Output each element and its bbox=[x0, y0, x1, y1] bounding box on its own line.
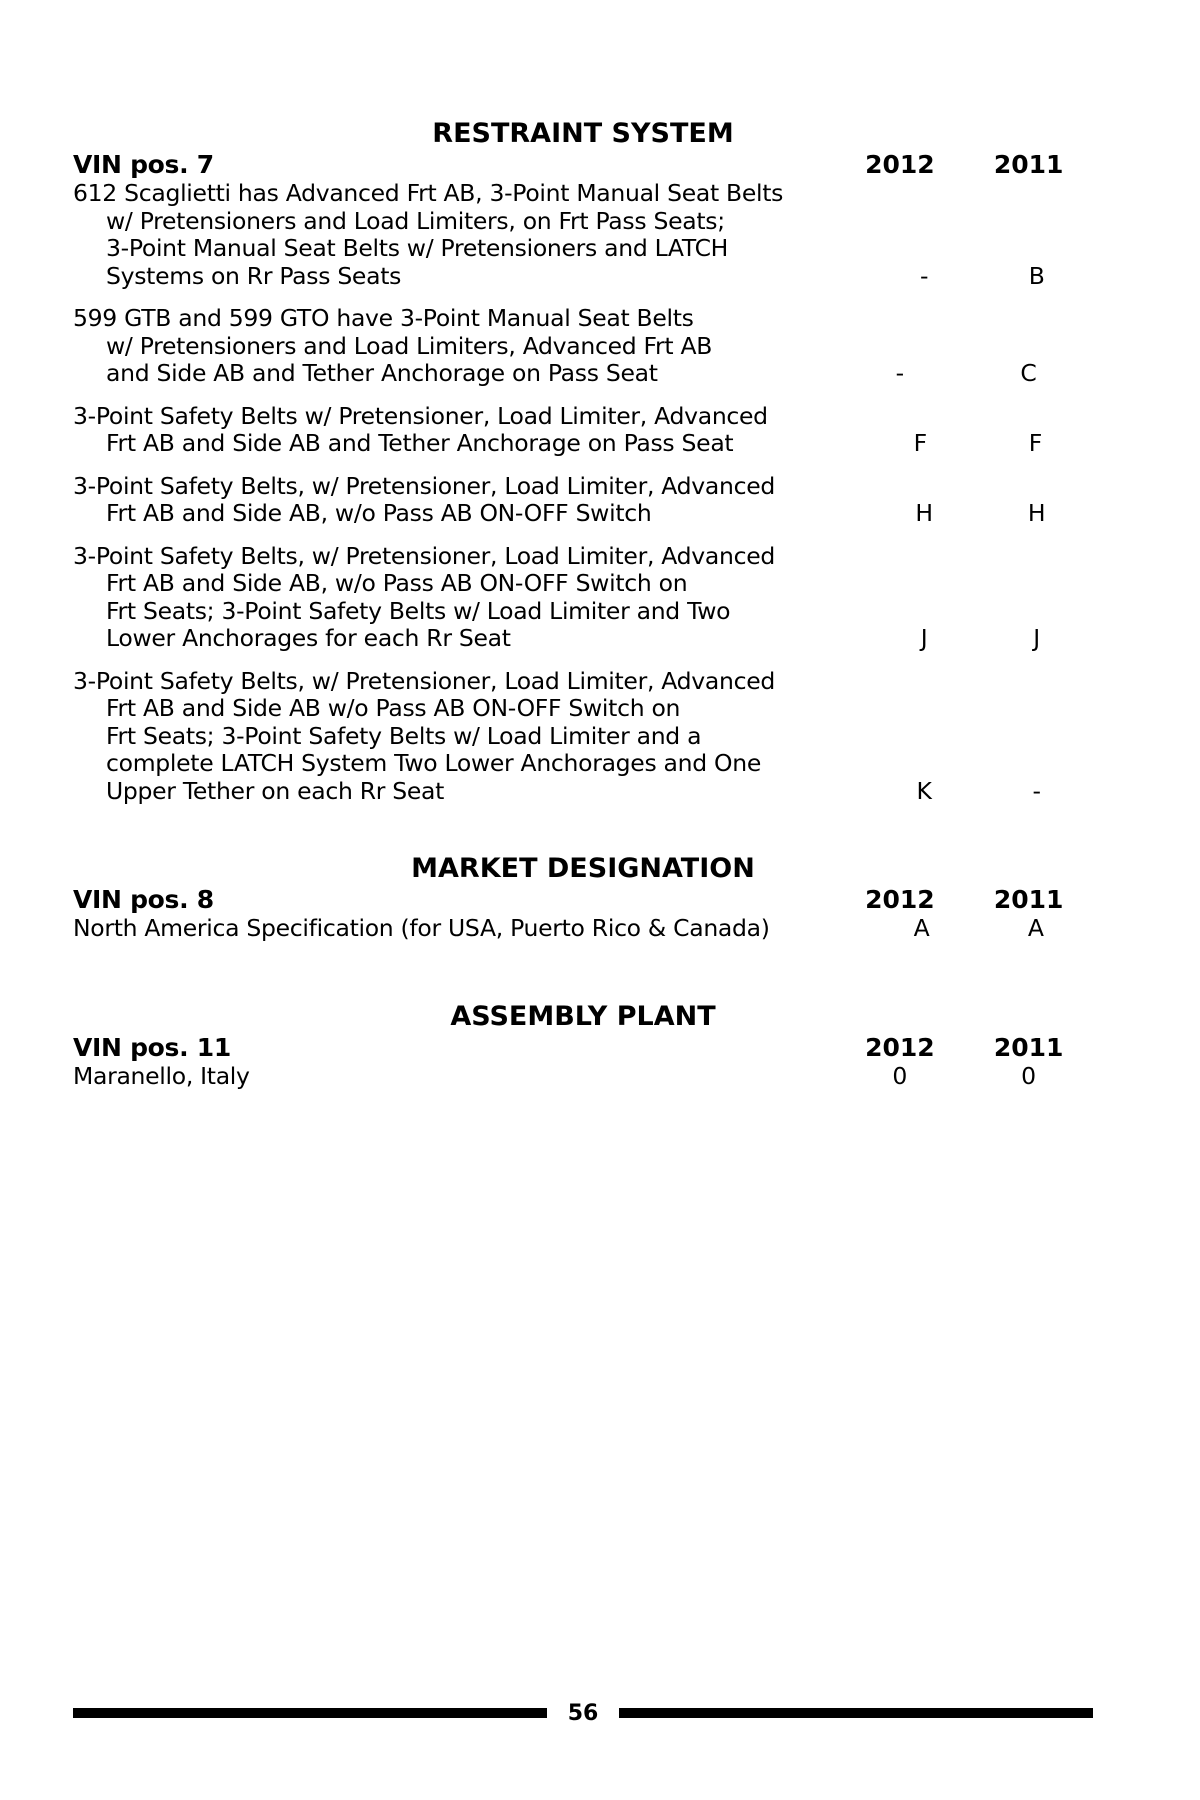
description-line: Systems on Rr Pass Seats bbox=[106, 261, 402, 290]
description-line: and Side AB and Tether Anchorage on Pass Seat bbox=[106, 359, 658, 387]
description-line: 3-Point Safety Belts, w/ Pretensioner, Load Limiter, Advanced bbox=[73, 471, 775, 500]
row-description bbox=[73, 179, 784, 290]
year-2011-header: 2011 bbox=[993, 1032, 1064, 1062]
code-2011: H bbox=[1027, 499, 1046, 527]
code-2012: - bbox=[920, 261, 929, 290]
code-2012: F bbox=[913, 429, 928, 457]
code-2012: A bbox=[913, 914, 930, 942]
description-line: 3-Point Safety Belts, w/ Pretensioner, Load Limiter, Advanced bbox=[73, 666, 775, 695]
table-row bbox=[73, 180, 1093, 290]
description-line: Frt Seats; 3-Point Safety Belts w/ Load Limiter and Two bbox=[106, 596, 731, 625]
vin-position-label: VIN pos. 11 bbox=[73, 1032, 231, 1062]
vin-position-label: VIN pos. 8 bbox=[73, 885, 214, 914]
code-2011: 0 bbox=[1021, 1061, 1037, 1090]
restraint-rows bbox=[73, 180, 1093, 805]
row-description bbox=[73, 1063, 741, 1091]
row-description bbox=[73, 305, 741, 388]
code-2012: K bbox=[916, 776, 932, 805]
code-2011: A bbox=[1027, 914, 1044, 942]
code-2011: F bbox=[1028, 429, 1043, 457]
table-row bbox=[73, 403, 1093, 458]
description-line: complete LATCH System Two Lower Anchorages and One bbox=[106, 749, 761, 777]
assembly-plant-section bbox=[73, 1001, 1093, 1091]
description-line: Upper Tether on each Rr Seat bbox=[106, 776, 445, 805]
table-row bbox=[73, 915, 1093, 943]
year-2011-header: 2011 bbox=[993, 150, 1064, 179]
description-line: Frt AB and Side AB w/o Pass AB ON-OFF Switch on bbox=[106, 694, 681, 722]
market-designation-section bbox=[73, 853, 1093, 943]
restraint-table bbox=[73, 150, 1093, 805]
year-2012-header: 2012 bbox=[865, 150, 935, 179]
restraint-system-section bbox=[73, 118, 1093, 805]
code-2012: - bbox=[895, 359, 905, 387]
row-description bbox=[73, 473, 773, 528]
document-page bbox=[73, 118, 1093, 1105]
row-description bbox=[73, 668, 773, 806]
description-line: Frt AB and Side AB and Tether Anchorage on Pass Seat bbox=[106, 429, 734, 457]
year-2012-header: 2012 bbox=[865, 1032, 935, 1062]
row-description bbox=[73, 543, 773, 653]
market-rows bbox=[73, 915, 1093, 943]
description-line: 3-Point Safety Belts, w/ Pretensioner, Load Limiter, Advanced bbox=[73, 541, 775, 570]
table-row bbox=[73, 668, 1093, 806]
code-2011: J bbox=[1033, 624, 1041, 652]
section-title: ASSEMBLY PLANT bbox=[450, 1000, 716, 1032]
page-footer bbox=[73, 1692, 1093, 1732]
section-title: MARKET DESIGNATION bbox=[411, 853, 755, 884]
description-line: Frt Seats; 3-Point Safety Belts w/ Load Limiter and a bbox=[106, 721, 702, 750]
table-row bbox=[73, 305, 1093, 388]
description-line: 599 GTB and 599 GTO have 3-Point Manual Seat Belts bbox=[73, 304, 694, 332]
footer-rule-left bbox=[73, 1708, 547, 1718]
table-row bbox=[73, 1063, 1093, 1091]
description-line: Lower Anchorages for each Rr Seat bbox=[106, 624, 511, 652]
row-description bbox=[73, 403, 768, 458]
code-2011: - bbox=[1032, 776, 1041, 805]
table-header-row bbox=[73, 885, 1093, 915]
table-row bbox=[73, 543, 1093, 653]
year-2012-header: 2012 bbox=[865, 885, 935, 914]
description-line: 612 Scaglietti has Advanced Frt AB, 3-Point Manual Seat Belts bbox=[73, 179, 784, 207]
assembly-table bbox=[73, 1033, 1093, 1091]
description-line: w/ Pretensioners and Load Limiters, on Frt Pass Seats; bbox=[106, 206, 725, 235]
code-2011: C bbox=[1020, 359, 1037, 387]
table-row bbox=[73, 473, 1093, 528]
code-2012: H bbox=[915, 499, 934, 527]
assembly-rows bbox=[73, 1063, 1093, 1091]
page-number: 56 bbox=[567, 1701, 599, 1726]
description-line: 3-Point Safety Belts w/ Pretensioner, Load Limiter, Advanced bbox=[73, 401, 768, 430]
market-table bbox=[73, 885, 1093, 943]
section-title: RESTRAINT SYSTEM bbox=[432, 118, 734, 149]
description-line: Frt AB and Side AB, w/o Pass AB ON-OFF Switch bbox=[106, 499, 652, 527]
description-line: Maranello, Italy bbox=[73, 1061, 250, 1090]
description-line: North America Specification (for USA, Puerto Rico & Canada) bbox=[73, 914, 770, 942]
table-header-row bbox=[73, 1033, 1093, 1063]
footer-rule-right bbox=[619, 1708, 1093, 1718]
code-2012: J bbox=[920, 624, 928, 652]
description-line: w/ Pretensioners and Load Limiters, Advanced Frt AB bbox=[106, 331, 713, 360]
description-line: 3-Point Manual Seat Belts w/ Pretensioners and LATCH bbox=[106, 234, 729, 262]
row-description bbox=[73, 915, 770, 943]
vin-position-label: VIN pos. 7 bbox=[73, 150, 214, 179]
table-header-row bbox=[73, 150, 1093, 180]
year-2011-header: 2011 bbox=[993, 885, 1064, 914]
description-line: Frt AB and Side AB, w/o Pass AB ON-OFF Switch on bbox=[106, 569, 688, 597]
code-2011: B bbox=[1028, 261, 1045, 290]
code-2012: 0 bbox=[892, 1061, 908, 1090]
